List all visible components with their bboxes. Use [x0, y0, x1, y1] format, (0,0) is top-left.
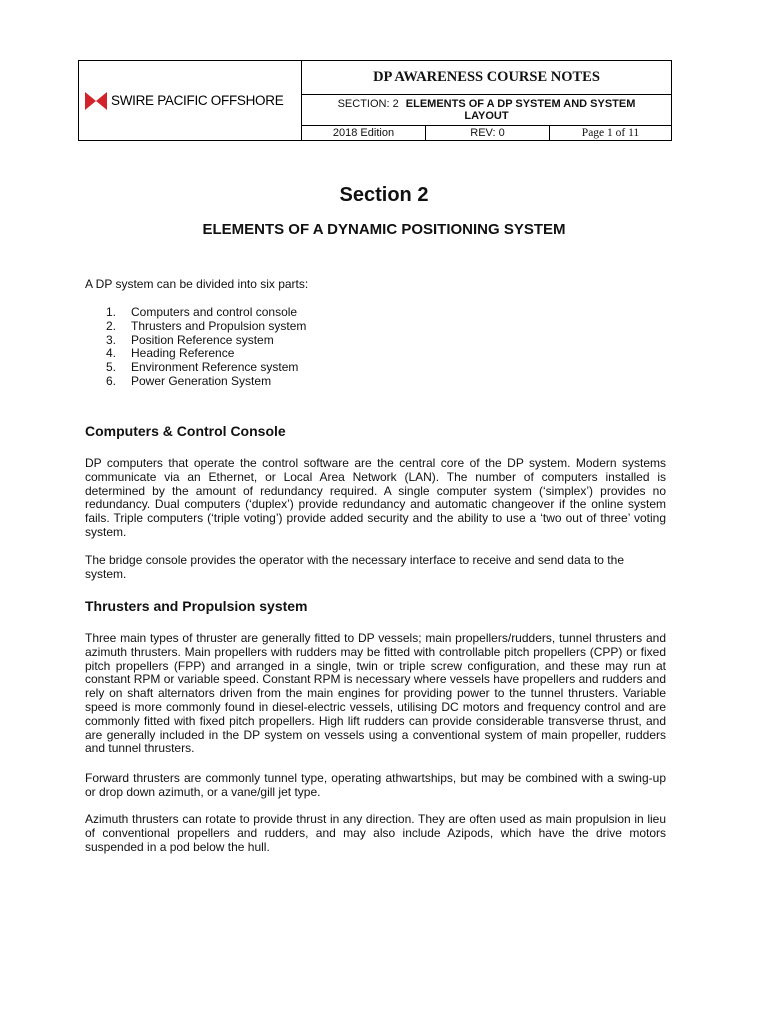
revision-cell: REV: 0: [426, 126, 550, 140]
document-header-table: [78, 60, 672, 141]
section-label: SECTION: 2: [337, 98, 399, 110]
swire-flag-icon: [85, 92, 107, 110]
edition-cell: 2018 Edition: [302, 126, 426, 140]
list-item: 5. Environment Reference system: [106, 360, 299, 375]
page-number-cell: Page 1 of 11: [581, 127, 640, 139]
thrusters-paragraph-2: Forward thrusters are commonly tunnel type, operating athwartships, but may be combined with a swing-up or drop down azimuth, or a vane/gill jet type.: [85, 771, 666, 799]
section-title: ELEMENTS OF A DP SYSTEM AND SYSTEM LAYOUT: [405, 98, 636, 122]
computers-paragraph-1: DP computers that operate the control software are the central core of the DP system. Modern systems communicate via an Ethernet, or Local Area Network (LAN). The number of computers installed is determined by the amount of redundancy required. A single computer system (‘simplex’) provides no redundancy. Dual computers (‘duplex’) provide redundancy and automatic changeover if the online system fails. Triple computers (‘triple voting’) provide added security and the ability to use a ‘two out of three’ voting system.: [85, 456, 666, 539]
thrusters-paragraph-3: Azimuth thrusters can rotate to provide thrust in any direction. They are often used as main propulsion in lieu of conventional propellers and rudders, and may also include Azipods, which have the drive motors suspended in a pod below the hull.: [85, 812, 666, 854]
thrusters-heading: Thrusters and Propulsion system: [85, 598, 308, 614]
intro-paragraph: A DP system can be divided into six parts:: [85, 277, 309, 291]
logo-text: SWIRE PACIFIC OFFSHORE: [111, 93, 284, 108]
main-heading: ELEMENTS OF A DYNAMIC POSITIONING SYSTEM: [202, 221, 566, 238]
thrusters-paragraph-1: Three main types of thruster are generally fitted to DP vessels; main propellers/rudders, tunnel thrusters and azimuth thrusters. Main propellers with rudders may be fitted with controllable pitch propellers (CPP) or fixed pitch propellers (FPP) and arranged in a single, twin or triple screw configuration, and these may run at constant RPM or variable speed. Constant RPM is necessary where vessels have propellers and rudders and rely on shaft alternators driven from the main engines for providing power to the tunnel thrusters. Variable speed is more commonly found in diesel-electric vessels, utilising DC motors and frequency control and are commonly fitted with fixed pitch propellers. High lift rudders can provide considerable transverse thrust, and are generally included in the DP system on vessels using a conventional system of main propeller, rudders and tunnel thrusters.: [85, 631, 666, 756]
list-item: 6. Power Generation System: [106, 373, 272, 388]
company-logo: [79, 61, 302, 140]
section-heading: Section 2: [339, 184, 429, 206]
parts-list: [106, 306, 306, 389]
computers-paragraph-2: The bridge console provides the operator with the necessary interface to receive and send data to the system.: [85, 553, 624, 581]
meta-row: [302, 126, 671, 140]
list-item: 3. Position Reference system: [106, 332, 274, 347]
section-cell: [302, 95, 671, 126]
computers-heading: Computers & Control Console: [85, 423, 286, 439]
list-item: 4. Heading Reference: [106, 346, 235, 361]
list-item: 1. Computers and control console: [106, 305, 298, 319]
list-item: 2. Thrusters and Propulsion system: [106, 318, 307, 333]
course-notes-title: DP AWARENESS COURSE NOTES: [302, 61, 671, 95]
